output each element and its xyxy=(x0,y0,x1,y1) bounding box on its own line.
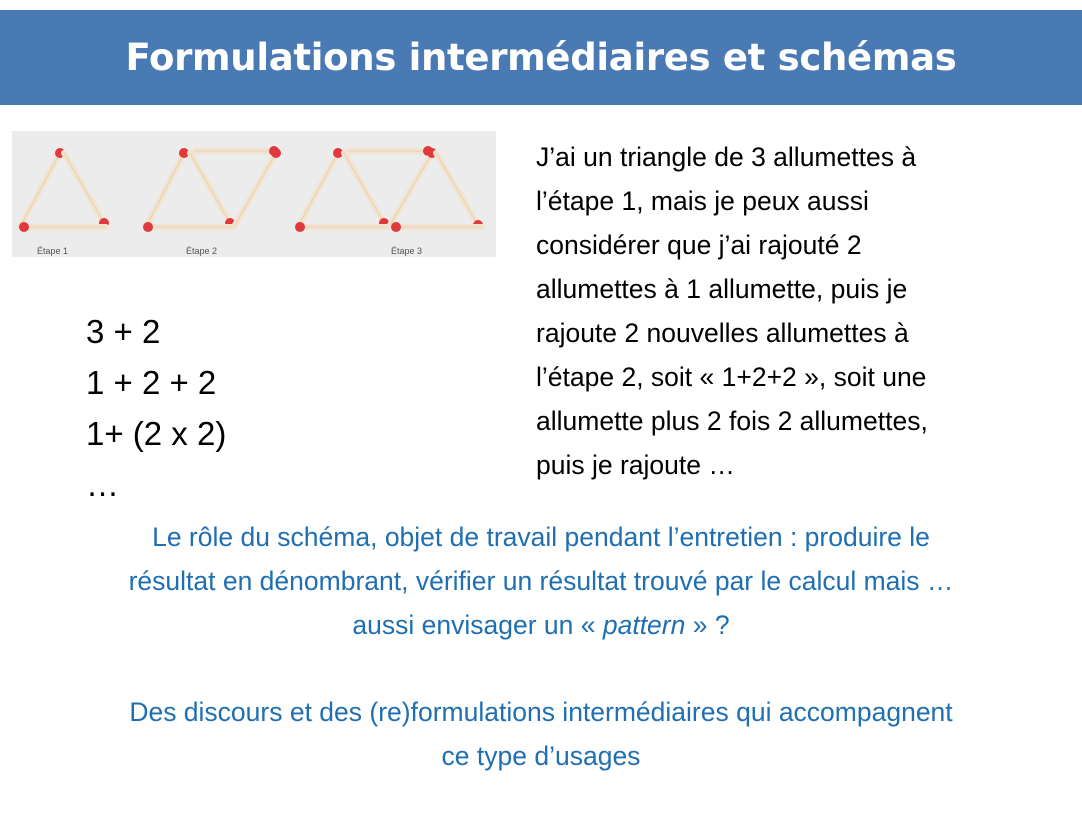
conclusion-note xyxy=(0,690,1082,778)
conclusion-line-2: ce type d’usages xyxy=(441,741,641,771)
paragraph-line: J’ai un triangle de 3 allumettes à xyxy=(536,142,917,172)
paragraph-line: allumettes à 1 allumette, puis je xyxy=(536,274,908,304)
note-line-3-after: » ? xyxy=(685,610,730,640)
match-head xyxy=(271,148,281,158)
step-label-1: Étape 1 xyxy=(37,246,69,256)
slide-title: Formulations intermédiaires et schémas xyxy=(125,36,957,79)
step-label-3: Étape 3 xyxy=(391,246,423,256)
match-head xyxy=(295,222,305,232)
matchstick-triangles-icon xyxy=(12,131,496,257)
paragraph-line: l’étape 1, mais je peux aussi xyxy=(536,186,869,216)
pattern-term: pattern xyxy=(602,610,686,640)
paragraph-line: allumette plus 2 fois 2 allumettes, xyxy=(536,406,928,436)
paragraph-line: l’étape 2, soit « 1+2+2 », soit une xyxy=(536,362,927,392)
formula-line: 1 + 2 + 2 xyxy=(86,364,217,401)
paragraph-line: puis je rajoute … xyxy=(536,450,735,480)
match-head xyxy=(391,222,401,232)
note-line-3-before: aussi envisager un « xyxy=(352,610,603,640)
paragraph-line: considérer que j’ai rajouté 2 xyxy=(536,230,862,260)
note-line-1: Le rôle du schéma, objet de travail pendant l’entretien : produire le xyxy=(152,522,930,552)
formula-line: … xyxy=(86,466,119,503)
match-head xyxy=(143,222,153,232)
schema-role-note xyxy=(0,515,1082,647)
formula-line: 3 + 2 xyxy=(86,313,161,350)
formula-line: 1+ (2 x 2) xyxy=(86,415,227,452)
formulas xyxy=(86,306,226,510)
conclusion-line-1: Des discours et des (re)formulations intermédiaires qui accompagnent xyxy=(129,697,953,727)
explanation-paragraph xyxy=(536,135,1056,487)
note-line-3 xyxy=(0,603,1082,647)
matchstick-figure xyxy=(12,131,496,257)
note-line-2: résultat en dénombrant, vérifier un résultat trouvé par le calcul mais … xyxy=(128,566,954,596)
title-bar xyxy=(0,10,1082,105)
match-head xyxy=(19,222,29,232)
paragraph-line: rajoute 2 nouvelles allumettes à xyxy=(536,318,909,348)
step-label-2: Étape 2 xyxy=(186,246,218,256)
